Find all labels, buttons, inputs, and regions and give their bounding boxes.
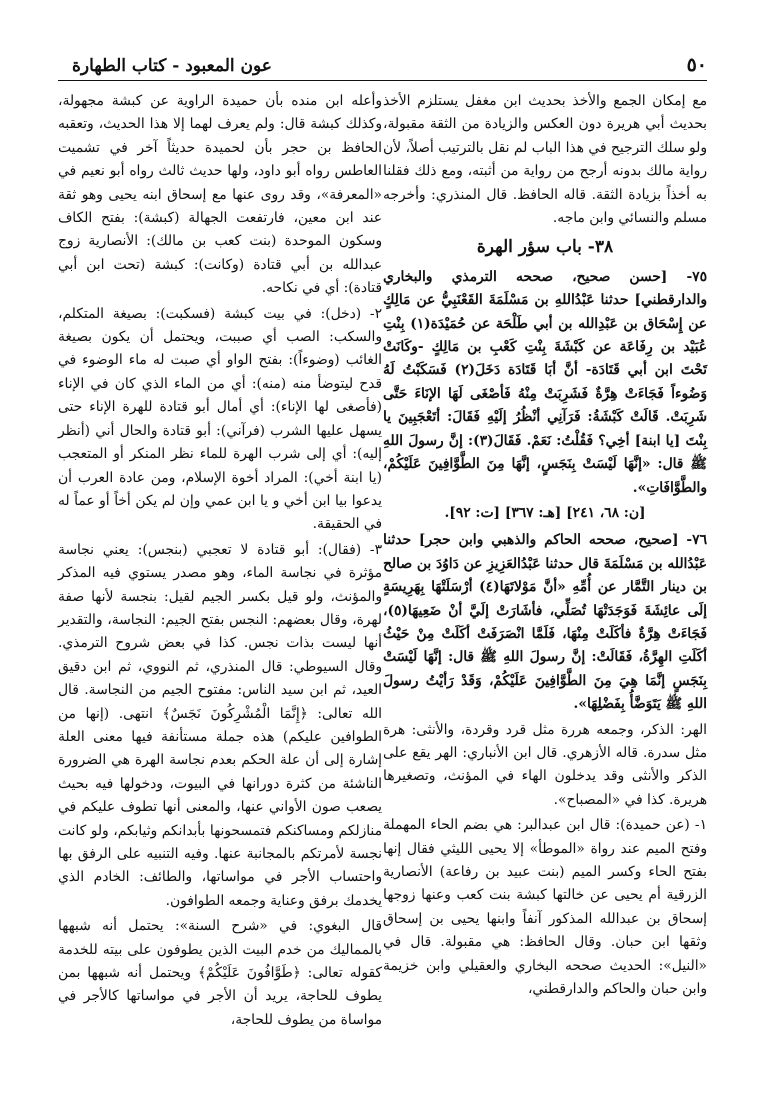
header-rule xyxy=(58,80,707,81)
footnote-3: ٣- (فقال): أبو قتادة لا تعجبي (بنجس): يعني نجاسة مؤثرة في نجاسة الماء، وهو مصدر يستوي فيه المذكر والمؤنث، ولو قيل بكسر الجيم لقيل: بنجسة لأنها صفة لهرة، وقال بعضهم: النجس بفتح الجيم: النجاسة، والتقدير أنها ليست بذات نجس. كذا في بعض شروح الترمذي. وقال السيوطي: قال المنذري، ثم النووي، ثم ابن دقيق العيد، ثم ابن سيد الناس: مفتوح الجيم من النجاسة. قال الله تعالى: ﴿إِنَّمَا الْمُشْرِكُونَ نَجَسٌ﴾ انتهى. (إنها من الطوافين عليكم) هذه جملة مستأنفة فيها معنى العلة إشارة إلى أن علة الحكم بعدم نجاسة الهرة هي الضرورة الناشئة من كثرة دورانها في البيوت، ودخولها فيه بحيث يصعب صون الأواني عنها، والمعنى أنها تطوف عليكم في منازلكم ومساكنكم فتمسحونها بأبدانكم وثيابكم، ولو كانت نجسة لأمرتكم بالمجانبة عنها. وفيه التنبيه على الرفق بها واحتساب الأجر في مواساتها، والطائف: الخادم الذي يخدمك برفق وعناية وجمعه الطوافون. xyxy=(58,541,382,909)
hadith-76: ٧٦- [صحيح، صححه الحاكم والذهبي وابن حجر] حدثنا عَبْدُالله بن مَسْلَمَةَ قال حدثنا عَبْدُالعَزِيزِ عن دَاوُدَ بن صالح بن دينار التَّمَّار عن أُمِّهِ «أنَّ مَوْلاتَهَا(٤) أرْسَلَتْهَا بِهَرِيسَةٍ إلَى عائِشَةَ فَوَجَدَتْهَا تُصَلِّي، فأشَارَتْ إلَيَّ أنْ ضَعِيهَا(٥)، فَجَاءَتْ هِرَّةٌ فأكَلَتْ مِنْهَا، فَلَمَّا انْصَرَفَتْ أكَلَتْ مِنْ حَيْثُ أكَلَتِ الهِرَّةُ، فَقَالَتْ: إنَّ رسولَ اللهِ ﷺ قال: إنَّهَا لَيْسَتْ بِنَجَسٍ إنَّمَا هِيَ مِنَ الطَّوَّافِينَ عَلَيْكُمْ، وَقَدْ رَأيْتُ رسولَ اللهِ ﷺ يَتَوَضَّأُ بِفَضْلِهَا». xyxy=(383,532,707,713)
footnote-1: ١- (عن حميدة): قال ابن عبدالبر: هي بضم الحاء المهملة وفتح الميم عند رواة «الموطأ» إلا يحيى الليثي فقال إنها بفتح الحاء وكسر الميم (بنت عبيد بن رفاعة) الأنصارية الزرقية أم يحيى عن خالتها كبشة بنت كعب وعنها زوجها إسحاق بن عبدالله المذكور آنفاً وابنها يحيى بن إسحاق وثقها ابن حبان. وقال الحافظ: هي مقبولة. قال في «النيل»: الحديث صححه البخاري والعقيلي وابن خزيمة وابن حبان والحاكم والدارقطني، xyxy=(383,817,707,998)
page-header xyxy=(72,48,707,76)
page-number: ٥٠ xyxy=(686,54,707,76)
hadith-75-references: [ن: ٦٨، ٢٤١] [هـ: ٣٦٧] [ت: ٩٢]. xyxy=(444,504,646,521)
left-column xyxy=(58,90,382,1032)
commentary-paragraph-1: وأعله ابن منده بأن حميدة الراوية عن كبشة مجهولة، وكذلك كبشة قال: ولم يعرف لهما إلا هذا الحديث، وتعقبه الحافظ بن حجر بأن لحميدة حديثاً آخر في تشميت العاطس رواه أبو داود، ولها حديث ثالث رواه أبو نعيم في «المعرفة»، وقد روى عنها مع إسحاق ابنه يحيى وهو ثقة عند ابن معين، فارتفعت الجهالة (كبشة): بفتح الكاف وسكون الموحدة (بنت كعب بن مالك): الأنصارية زوج عبدالله بن أبي قتادة (وكانت): كبشة (تحت ابن أبي قتادة): أي في نكاحه. xyxy=(58,93,382,297)
hadith-75: ٧٥- [حسن صحيح، صححه الترمذي والبخاري والدارقطني] حدثنا عَبْدُاللهِ بن مَسْلَمَةَ القَعْنَبِيُّ عن مَالِكٍ عن إِسْحَاق بن عَبْدِالله بن أبي طَلْحَة عن حُمَيْدَة(١) بِنْتِ عُبَيْد بن رِفَاعَة عن كَبْشَةَ بِنْتِ كَعْبِ بن مَالِكٍ -وكَانَتْ تَحْتَ ابن أبي قَتَادَة- أنَّ أبَا قَتَادَة دَخَلَ(٢) فَسَكَبْتُ لَهُ وَضُوءاً فَجَاءَتْ هِرَّةٌ فَشَرِبَتْ مِنْهُ فَأصْغَى لَهَا الإنَاءَ حَتَّى شَرِبَتْ. قَالَتْ كَبْشَةُ: فَرَآنِي أنْظُرُ إلَيْهِ فَقَالَ: أتَعْجَبِينَ يا بِنْتَ [يا ابنة] أخِي؟ فَقُلْتُ: نَعَمْ. فَقَالَ(٣): إنَّ رسولَ اللهِ ﷺ قال: «إنَّهَا لَيْسَتْ بِنَجَسٍ، إنَّهَا مِنَ الطَّوَّافِينَ عَلَيْكُمْ، والطَّوَّافَاتِ». xyxy=(383,268,708,496)
footnote-2: ٢- (دخل): في بيت كبشة (فسكبت): بصيغة المتكلم، والسكب: الصب أي صببت، ويحتمل أن يكون بصيغة الغائب (وضوءاً): بفتح الواو أي صبت له ماء الوضوء في قدح ليتوضأ منه (منه): أي من الماء الذي كان في الإناء (فأصغى لها الإناء): أي أمال أبو قتادة للهرة الإناء حتى يسهل عليها الشرب (فرآني): أبو قتادة والحال أني (أنظر إليه): أي إلى شرب الهرة للماء نظر المنكر أو المتعجب (يا ابنة أخي): المراد أخوة الإسلام، ومن عادة العرب أن يدعوا بيا ابن أخي و يا ابن عمي وإن لم يكن أخاً أو عماً له في الحقيقة. xyxy=(58,305,382,533)
chapter-title: ٣٨- باب سؤر الهرة xyxy=(476,237,614,258)
commentary-paragraph-4: قال البغوي: في «شرح السنة»: يحتمل أنه شبهها بالمماليك من خدم البيت الذين يطوفون على بيته للخدمة كقوله تعالى: ﴿طَوَّافُونَ عَلَيْكُمْ﴾ ويحتمل أنه شبهها بمن يطوف للحاجة، يريد أن الأجر في مواساتها كالأجر في مواساة من يطوف للحاجة، xyxy=(58,918,382,1028)
running-title: عون المعبود - كتاب الطهارة xyxy=(72,56,272,76)
note-hirr: الهر: الذكر، وجمعه هررة مثل قرد وقردة، والأنثى: هرة مثل سدرة. قاله الأزهري. قال ابن الأنباري: الهر يقع على الذكر والأنثى وقد يدخلون الهاء في المؤنث، وتصغيرها هريرة. كذا في «المصباح». xyxy=(383,721,707,808)
intro-paragraph: مع إمكان الجمع والأخذ بحديث ابن مغفل يستلزم الأخذ بحديث أبي هريرة دون العكس والزيادة من الثقة مقبولة، ولو سلك الترجيح في هذا الباب لم نقل بالترتيب أصلاً، لأن رواية مالك بدونه أرجح من رواية من أثبته، ومع ذلك فقلنا به أخذاً بزيادة الثقة. قاله الحافظ. قال المنذري: وأخرجه مسلم والنسائي وابن ماجه. xyxy=(383,93,707,227)
right-column xyxy=(383,90,707,1001)
